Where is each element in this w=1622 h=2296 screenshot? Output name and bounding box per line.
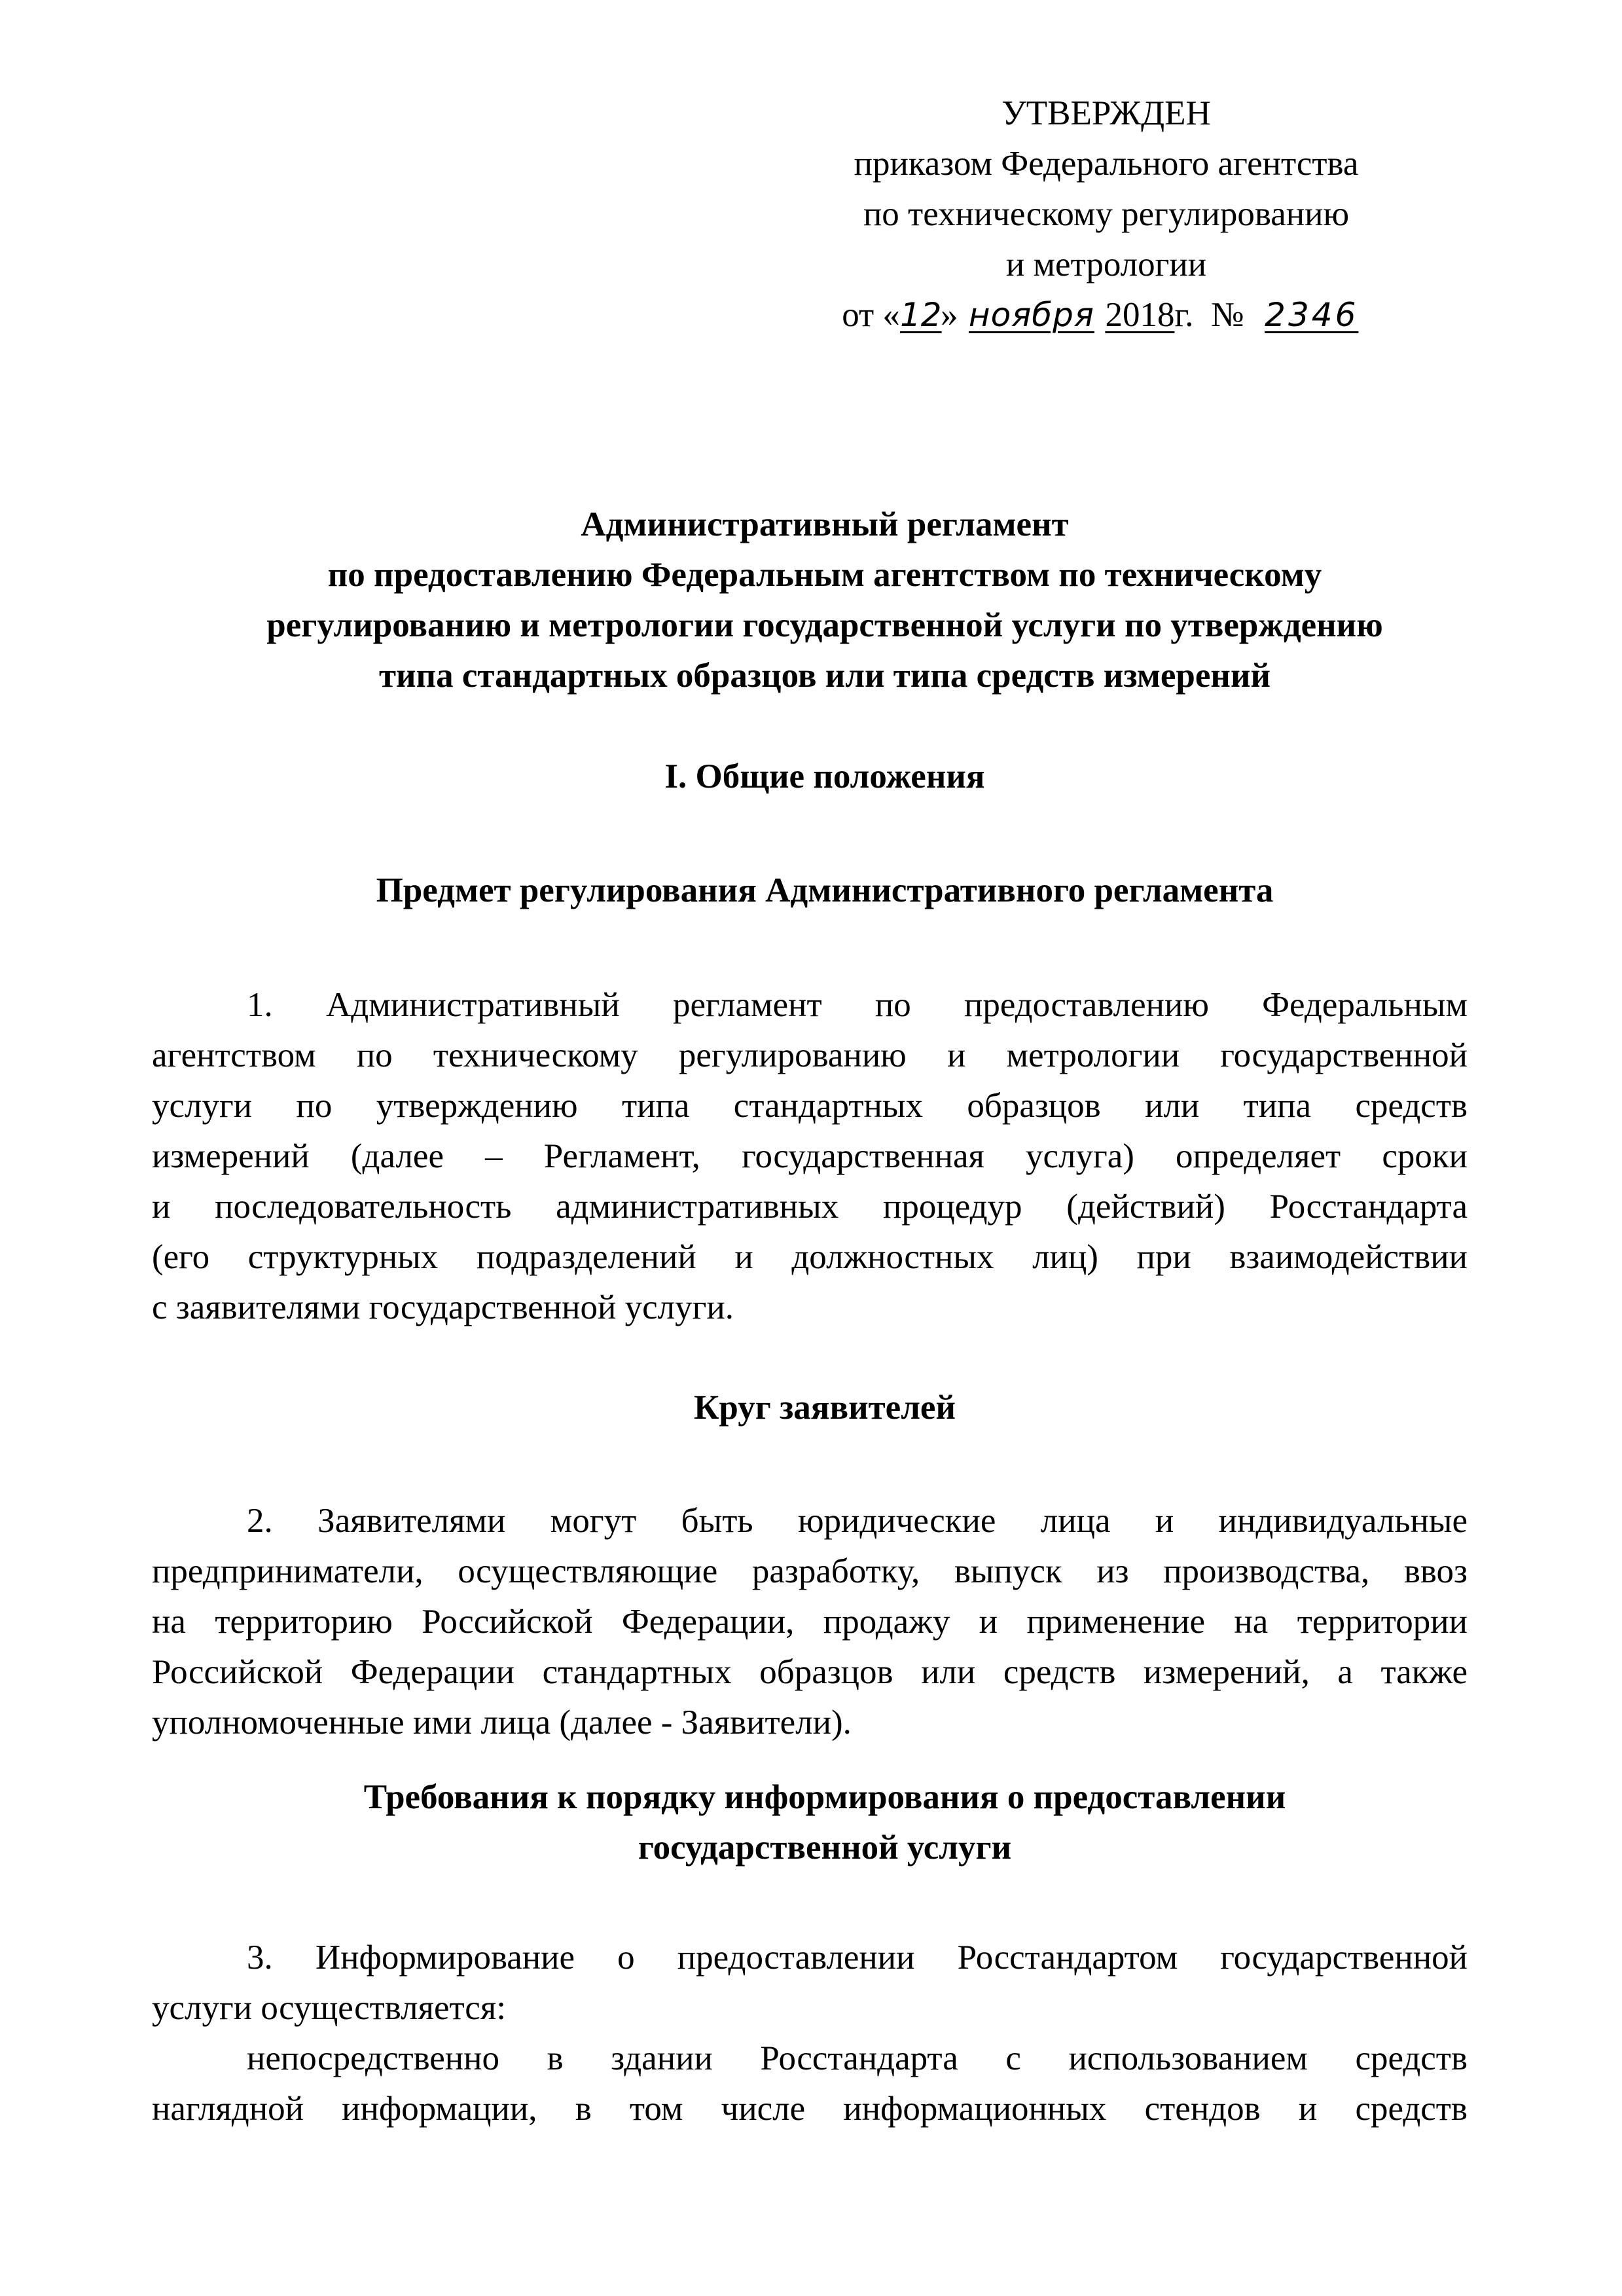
paragraph-line: 3. Информирование о предоставлении Росстандартом государственной	[247, 1939, 1468, 1977]
paragraph-line: уполномоченные ими лица (далее - Заявители).	[152, 1704, 852, 1741]
paragraph-line: измерений (далее – Регламент, государственная услуга) определяет сроки	[152, 1137, 1468, 1175]
paragraph-line: и последовательность административных процедур (действий) Росстандарта	[152, 1188, 1468, 1226]
informing-title-line-2: государственной услуги	[638, 1829, 1012, 1867]
number-label: №	[1210, 296, 1244, 334]
paragraph-line: наглядной информации, в том числе информационных стендов и средств	[152, 2090, 1468, 2128]
handwritten-day: 12	[899, 296, 942, 334]
approval-title: УТВЕРЖДЕН	[1001, 94, 1211, 132]
paragraph-line: услуги по утверждению типа стандартных образцов или типа средств	[152, 1087, 1468, 1125]
paragraph-line: 2. Заявителями могут быть юридические лица и индивидуальные	[247, 1502, 1468, 1540]
paragraph-line: 1. Административный регламент по предоставлению Федеральным	[247, 986, 1468, 1024]
document-title-line-2: по предоставлению Федеральным агентством по техническому	[327, 556, 1322, 594]
paragraph-line: предприниматели, осуществляющие разработку, выпуск из производства, ввоз	[152, 1552, 1468, 1590]
paragraph-line: агентством по техническому регулированию и метрологии государственной	[152, 1036, 1468, 1074]
informing-title-line-1: Требования к порядку информирования о предоставлении	[363, 1778, 1286, 1816]
applicants-heading	[183, 1383, 1466, 1433]
approval-date-line	[825, 290, 1388, 340]
paragraph-1	[152, 980, 1468, 1333]
document-title	[183, 500, 1466, 701]
paragraph-line: непосредственно в здании Росстандарта с использованием средств	[247, 2039, 1468, 2077]
approval-line-2: по техническому регулированию	[863, 195, 1350, 233]
section-heading-general	[183, 752, 1466, 802]
subject-title: Предмет регулирования Административного регламента	[376, 871, 1274, 909]
date-mid: »	[940, 296, 958, 334]
informing-heading	[183, 1772, 1466, 1873]
approval-line-3: и метрологии	[1005, 246, 1207, 283]
date-prefix: от «	[842, 296, 900, 334]
handwritten-order-number: 2346	[1265, 296, 1359, 334]
applicants-title: Круг заявителей	[693, 1389, 956, 1427]
document-title-line-3: регулированию и метрологии государственной услуги по утверждению	[266, 606, 1383, 644]
paragraph-3	[152, 1933, 1468, 2134]
paragraph-line: с заявителями государственной услуги.	[152, 1288, 734, 1326]
approval-line-1: приказом Федерального агентства	[854, 145, 1359, 183]
document-title-line-1: Административный регламент	[581, 505, 1069, 543]
paragraph-line: услуги осуществляется:	[152, 1989, 506, 2027]
handwritten-month: ноября	[968, 296, 1094, 334]
paragraph-line: на территорию Российской Федерации, продажу и применение на территории	[152, 1603, 1468, 1641]
section-1-title: I. Общие положения	[664, 757, 985, 795]
date-year-suffix: г.	[1174, 296, 1194, 334]
approval-stamp-block	[825, 88, 1388, 340]
paragraph-2	[152, 1496, 1468, 1748]
date-year: 2018	[1105, 296, 1175, 334]
paragraph-line: Российской Федерации стандартных образцов или средств измерений, а также	[152, 1653, 1468, 1691]
paragraph-line: (его структурных подразделений и должностных лиц) при взаимодействии	[152, 1238, 1468, 1276]
subject-heading	[183, 866, 1466, 916]
document-title-line-4: типа стандартных образцов или типа средств измерений	[378, 657, 1271, 695]
